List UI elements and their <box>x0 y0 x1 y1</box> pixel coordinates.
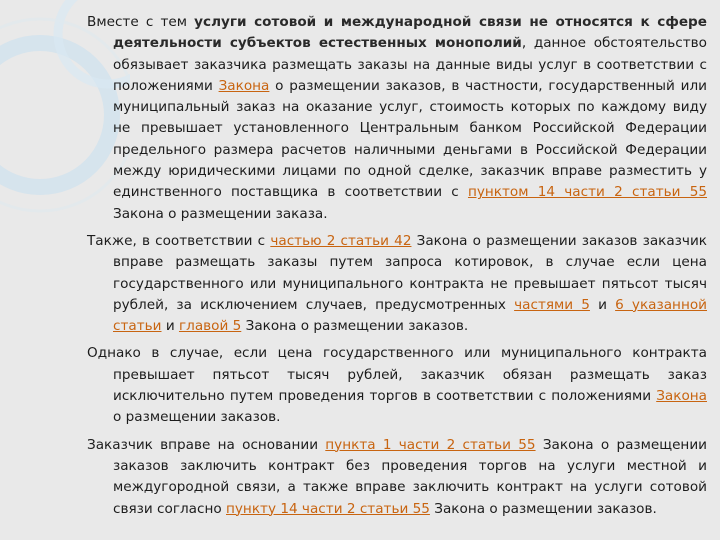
text-run: Закона о размещении заказа. <box>113 205 328 222</box>
law-link[interactable]: Закона <box>218 77 270 94</box>
text-run: , данное обстоятельство обязывает заказчика размещать заказы на данные виды услуг в соответствии с положениями <box>113 35 707 94</box>
article-link[interactable]: 6 указанной статьи <box>113 296 707 335</box>
text-run: Вместе с тем <box>87 14 195 30</box>
article-link[interactable]: пункту 14 части 2 статьи 55 <box>226 500 430 517</box>
text-run: Закона о размещении заказов. <box>241 318 469 335</box>
paragraph-2 <box>87 231 707 337</box>
article-link[interactable]: частями 5 <box>514 296 590 313</box>
text-run: Также, в соответствии с <box>87 232 271 249</box>
text-run: Закона о размещении заказов заключить контракт без проведения торгов на услуги местной и междугородной связи, а также вправе заключить контракт на услуги сотовой связи согласно <box>113 436 707 517</box>
paragraph-1 <box>87 12 707 225</box>
text-run: о размещении заказов. <box>113 409 281 426</box>
text-run: Закона о размещении заказов. <box>429 500 657 517</box>
article-link[interactable]: пунктом 14 части 2 статьи 55 <box>467 184 708 201</box>
document-page <box>82 6 712 536</box>
text-run: и <box>161 318 179 335</box>
article-link[interactable]: частью 2 статьи 42 <box>270 232 412 249</box>
paragraph-4 <box>87 435 707 520</box>
text-run: о размещении заказов, в частности, государственный или муниципальный заказ на оказание услуг, стоимость которых по каждому виду не превышает установленного Центральным банком Российской Федерации предельного размера расчетов наличными деньгами в Российской Федерации между юридическими лицами по одной сделке, заказчик вправе разместить у единственного поставщика в соответствии с <box>113 77 707 201</box>
text-run: Однако в случае, если цена государственного или муниципального контракта превышает пятьсот тысяч рублей, заказчик обязан размещать заказ исключительно путем проведения торгов в соответствии с положениями <box>87 345 707 405</box>
chapter-link[interactable]: главой 5 <box>178 318 242 335</box>
article-link[interactable]: пункта 1 части 2 статьи 55 <box>325 436 536 453</box>
text-run: и <box>589 296 616 313</box>
law-link[interactable]: Закона <box>656 388 707 405</box>
paragraph-3 <box>87 343 707 428</box>
bold-phrase: услуги сотовой и международной связи не относятся к сфере деятельности субъектов естественных монополий <box>113 14 707 52</box>
text-run: Закона о размещении заказов заказчик вправе размещать заказы путем запроса котировок, в случае если цена государственного или муниципального контракта не превышает пятьсот тысяч рублей, за исключением случаев, предусмотренных <box>113 232 707 313</box>
text-run: Заказчик вправе на основании <box>87 436 326 453</box>
